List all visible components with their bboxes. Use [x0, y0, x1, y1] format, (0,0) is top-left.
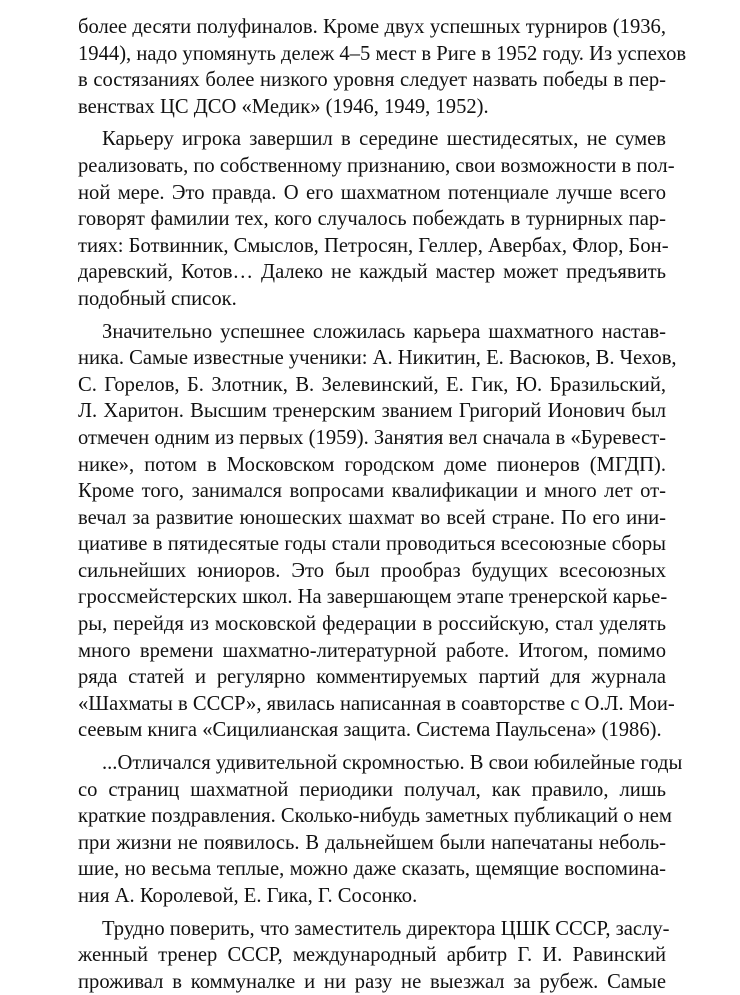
text-line: циативе в пятидесятые годы стали проводиться всесоюзные сборы — [78, 533, 666, 556]
text-line: нике», потом в Московском городском доме пионеров (МГДП). — [78, 453, 666, 476]
paragraph-2 — [78, 126, 675, 312]
text-line: Кроме того, занимался вопросами квалификации и много лет от- — [78, 480, 666, 503]
text-line: даревский, Котов… Далеко не каждый мастер может предъявить — [78, 261, 666, 284]
paragraph-1 — [78, 14, 687, 120]
book-page — [78, 14, 687, 995]
paragraph-3 — [78, 319, 677, 745]
text-line: шие, но весьма теплые, можно даже сказать, щемящие воспомина- — [78, 858, 666, 881]
text-line: сеевым книга «Сицилианская защита. Система Паульсена» (1986). — [78, 719, 662, 742]
text-line: 1944), надо упомянуть дележ 4–5 мест в Риге в 1952 году. Из успехов — [78, 42, 687, 65]
text-line: много времени шахматно-литературной работе. Итогом, помимо — [78, 639, 666, 662]
text-line: Карьеру игрока завершил в середине шестидесятых, не сумев — [102, 128, 666, 151]
text-line: венствах ЦС ДСО «Медик» (1946, 1949, 1952). — [78, 95, 489, 118]
text-line: Значительно успешнее сложилась карьера шахматного настав- — [102, 320, 666, 343]
text-line: С. Горелов, Б. Злотник, В. Зелевинский, Е. Гик, Ю. Бразильский, — [78, 373, 666, 396]
text-line: в состязаниях более низкого уровня следует назвать победы в пер- — [78, 69, 666, 92]
text-line: Л. Харитон. Высшим тренерским званием Григорий Ионович был — [78, 400, 666, 423]
text-line: краткие поздравления. Сколько-нибудь заметных публикаций о нем — [78, 805, 672, 828]
text-line: Трудно поверить, что заместитель директора ЦШК СССР, заслу- — [102, 917, 670, 940]
text-line: тиях: Ботвинник, Смыслов, Петросян, Геллер, Авербах, Флор, Бон- — [78, 234, 669, 257]
text-line: ния А. Королевой, Е. Гика, Г. Сосонко. — [78, 885, 418, 907]
text-line: ряда статей и регулярно комментируемых партий для журнала — [78, 666, 666, 689]
text-line: гроссмейстерских школ. На завершающем этапе тренерской карье- — [78, 586, 668, 609]
text-line: подобный список. — [78, 287, 237, 310]
text-line: ной мере. Это правда. О его шахматном потенциале лучше всего — [78, 181, 666, 204]
text-line: при жизни не появилось. В дальнейшем были напечатаны неболь- — [78, 831, 666, 854]
text-line: ...Отличался удивительной скромностью. В свои юбилейные годы — [102, 752, 683, 775]
text-line: сильнейших юниоров. Это был прообраз будущих всесоюзных — [78, 559, 666, 582]
text-line: говорят фамилии тех, кого случалось побеждать в турнирных пар- — [78, 208, 666, 231]
text-line: «Шахматы в СССР», явилась написанная в соавторстве с О.Л. Мои- — [78, 692, 675, 715]
text-line: вечал за развитие юношеских шахмат во всей стране. По его ини- — [78, 506, 666, 529]
paragraph-4 — [78, 750, 683, 910]
text-line: ника. Самые известные ученики: А. Никитин, Е. Васюков, В. Чехов, — [78, 347, 677, 370]
paragraph-5 — [78, 916, 670, 995]
text-line: реализовать, по собственному признанию, свои возможности в пол- — [78, 154, 675, 177]
text-line: проживал в коммуналке и ни разу не выезжал за рубеж. Самые — [78, 970, 666, 993]
text-line: отмечен одним из первых (1959). Занятия вел сначала в «Буревест- — [78, 426, 666, 449]
text-line: ры, перейдя из московской федерации в российскую, стал уделять — [78, 613, 666, 636]
text-line: со страниц шахматной периодики получал, как правило, лишь — [78, 778, 666, 801]
text-line: женный тренер СССР, международный арбитр Г. И. Равинский — [78, 944, 666, 967]
text-line: более десяти полуфиналов. Кроме двух успешных турниров (1936, — [78, 16, 666, 38]
